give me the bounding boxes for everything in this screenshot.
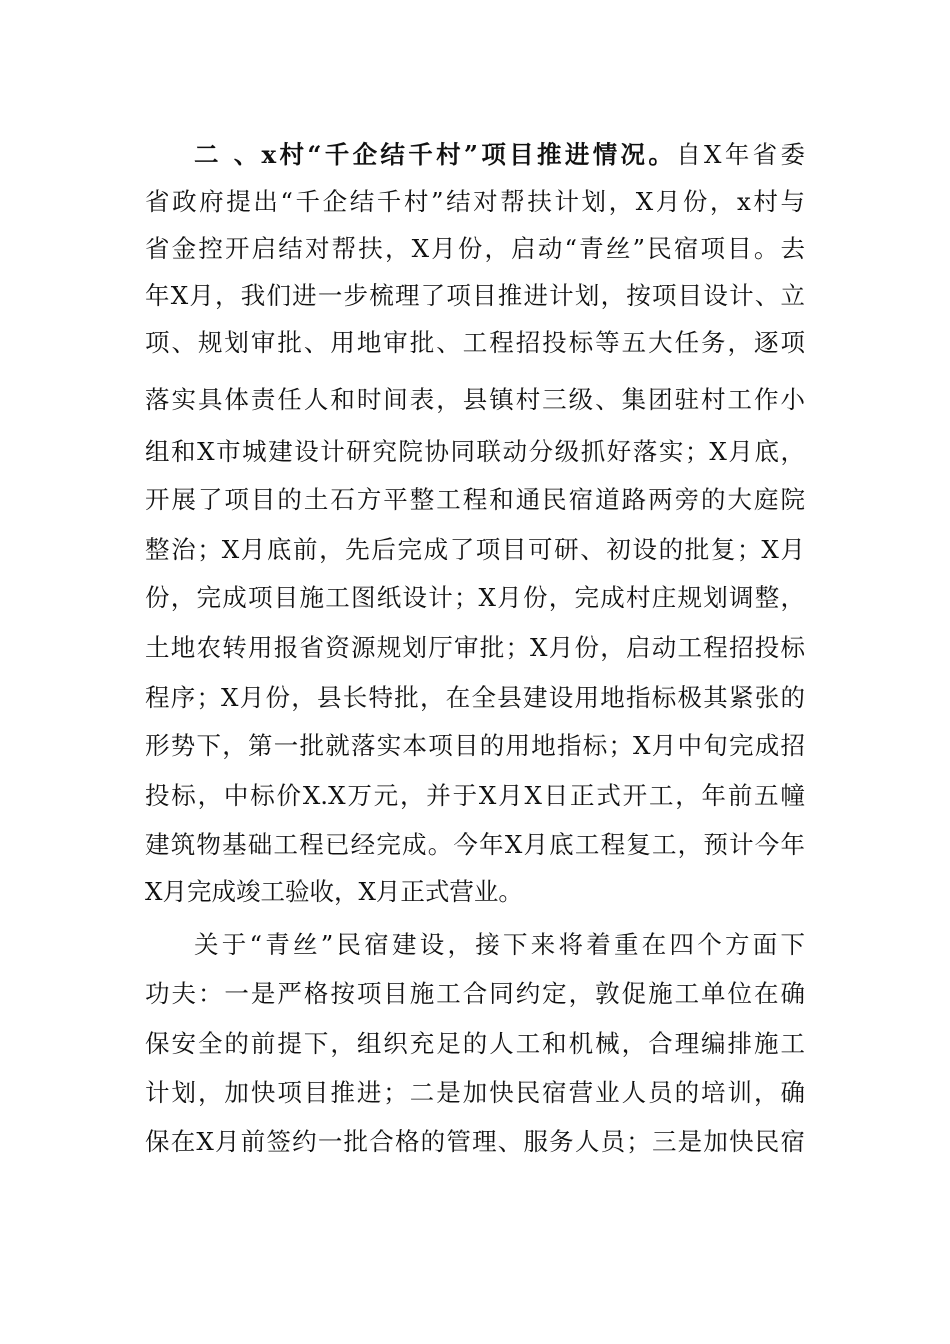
paragraph-1-line-1 bbox=[194, 135, 805, 175]
paragraph-1-line: 项、规划审批、用地审批、工程招投标等五大任务，逐项 bbox=[145, 328, 805, 357]
paragraph-2-line: 计划，加快项目推进；二是加快民宿营业人员的培训，确 bbox=[145, 1078, 805, 1107]
paragraph-2-line: 保安全的前提下，组织充足的人工和机械，合理编排施工 bbox=[145, 1029, 805, 1058]
paragraph-1-line: 建筑物基础工程已经完成。今年X月底工程复工，预计今年 bbox=[145, 830, 805, 859]
paragraph-1-line: 份，完成项目施工图纸设计；X月份，完成村庄规划调整， bbox=[145, 583, 805, 612]
paragraph-1-line: 投标，中标价X.X万元，并于X月X日正式开工，年前五幢 bbox=[145, 781, 805, 810]
paragraph-1-line: 开展了项目的土石方平整工程和通民宿道路两旁的大庭院 bbox=[145, 485, 805, 514]
paragraph-2-line: 保在X月前签约一批合格的管理、服务人员；三是加快民宿 bbox=[145, 1127, 805, 1156]
paragraph-1-line: 土地农转用报省资源规划厅审批；X月份，启动工程招投标 bbox=[145, 633, 805, 662]
paragraph-1-last-line: X月完成竣工验收，X月正式营业。 bbox=[145, 877, 523, 906]
paragraph-2-line: 功夫：一是严格按项目施工合同约定，敦促施工单位在确 bbox=[145, 979, 805, 1008]
paragraph-1-line-1-text: 自X年省委 bbox=[676, 140, 805, 169]
paragraph-1-line: 省政府提出“千企结千村”结对帮扶计划，X月份，x村与 bbox=[145, 187, 805, 216]
paragraph-1-line: 形势下，第一批就落实本项目的用地指标；X月中旬完成招 bbox=[145, 731, 805, 760]
paragraph-1-line: 省金控开启结对帮扶，X月份，启动“青丝”民宿项目。去 bbox=[145, 234, 805, 263]
paragraph-1-line: 整治；X月底前，先后完成了项目可研、初设的批复；X月 bbox=[145, 535, 805, 564]
paragraph-2-line-1: 关于“青丝”民宿建设，接下来将着重在四个方面下 bbox=[194, 930, 805, 959]
paragraph-1-line: 组和X市城建设计研究院协同联动分级抓好落实；X月底， bbox=[145, 437, 805, 466]
paragraph-1-line: 年X月，我们进一步梳理了项目推进计划，按项目设计、立 bbox=[145, 281, 805, 310]
paragraph-1-line: 程序；X月份，县长特批，在全县建设用地指标极其紧张的 bbox=[145, 683, 805, 712]
section-heading: 二 、x村“千企结千村”项目推进情况。 bbox=[194, 140, 677, 169]
paragraph-1-line: 落实具体责任人和时间表，县镇村三级、集团驻村工作小 bbox=[145, 385, 805, 414]
